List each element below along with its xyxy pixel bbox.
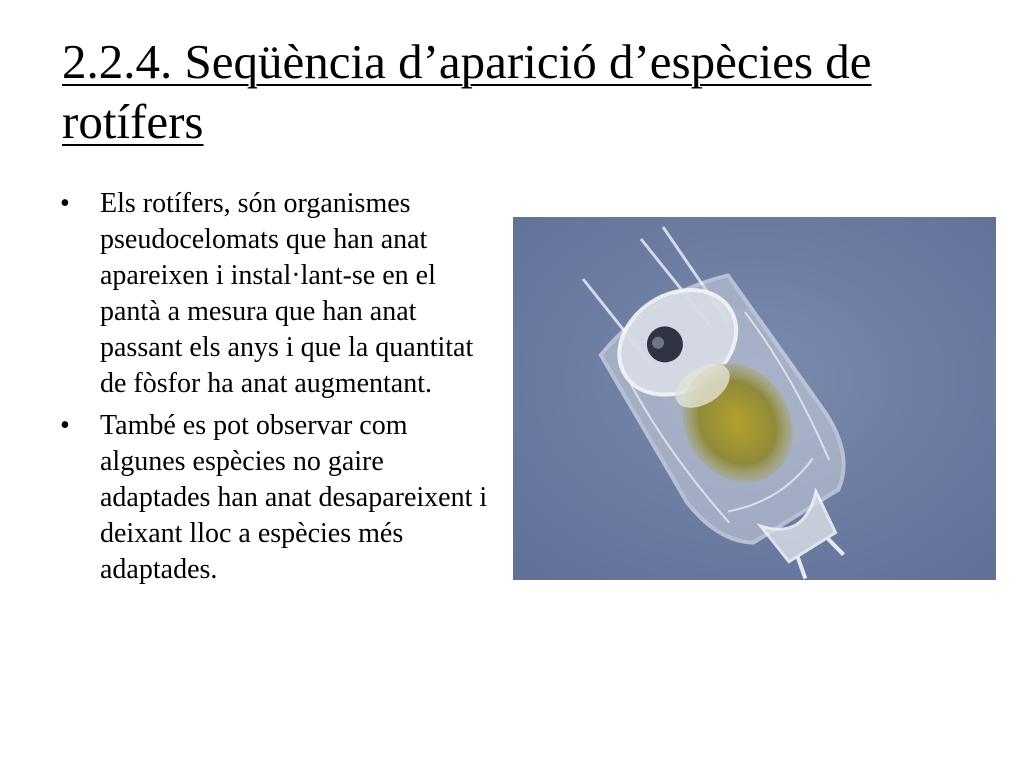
rotifer-photo [513,217,996,580]
bullet-item [60,186,500,402]
bullet-text: També es pot observar com algunes espècies no gaire adaptades han anat desapareixent i deixant lloc a espècies més adaptades. [100,410,488,585]
rotifer-micrograph-icon [513,217,996,580]
bullet-item [60,408,500,588]
bullet-marker: • [60,410,70,441]
bullet-marker: • [60,188,70,219]
bullet-text: Els rotífers, són organismes pseudocelomats que han anat apareixen i instal·lant-se en el pantà a mesura que han anat passant els anys i que la quantitat de fòsfor ha anat augmentant. [100,188,474,399]
slide-title: 2.2.4. Seqüència d’aparició d’espècies de rotífers [62,34,872,149]
bullet-list [60,186,500,594]
